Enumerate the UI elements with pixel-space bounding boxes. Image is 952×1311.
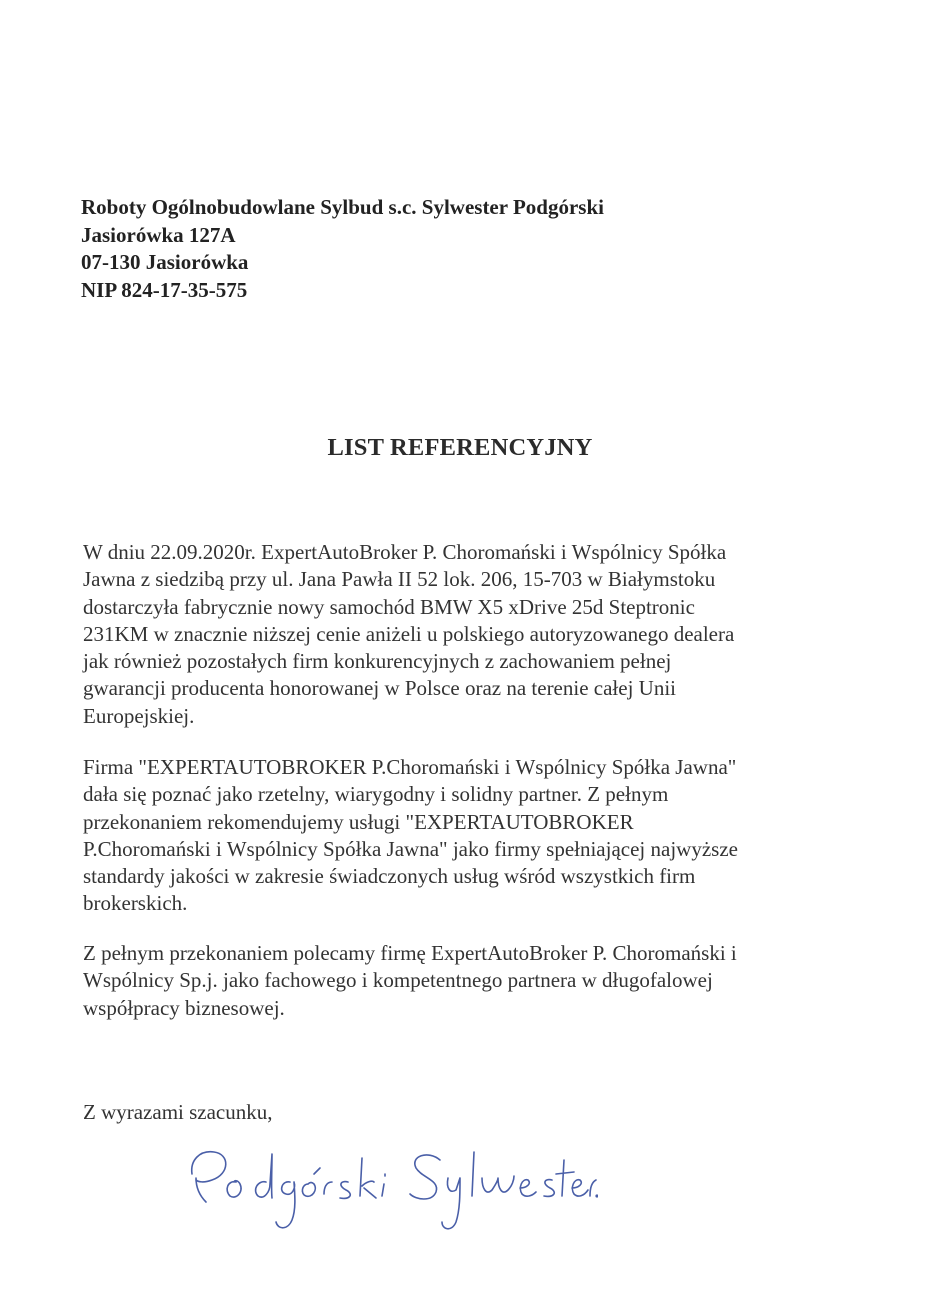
paragraph-line: Jawna z siedzibą przy ul. Jana Pawła II 52 lok. 206, 15-703 w Białymstoku xyxy=(83,567,716,592)
paragraph-line: dała się poznać jako rzetelny, wiarygodny i solidny partner. Z pełnym xyxy=(83,782,669,807)
paragraph-line: Z pełnym przekonaniem polecamy firmę ExpertAutoBroker P. Choromański i xyxy=(83,941,737,965)
sender-nip: NIP 824-17-35-575 xyxy=(81,277,248,302)
sender-street: Jasiorówka 127A xyxy=(81,222,236,247)
paragraph-delivery xyxy=(83,539,734,730)
paragraph-recommendation xyxy=(83,754,738,918)
paragraph-line: P.Choromański i Wspólnicy Spółka Jawna" jako firmy spełniającej najwyższe xyxy=(83,836,738,861)
closing-salutation: Z wyrazami szacunku, xyxy=(83,1100,273,1124)
sender-postal-city: 07-130 Jasiorówka xyxy=(81,250,249,274)
paragraph-line: gwarancji producenta honorowanej w Polsce oraz na terenie całej Unii xyxy=(83,676,677,701)
sender-company-name: Roboty Ogólnobudowlane Sylbud s.c. Sylwester Podgórski xyxy=(81,195,604,219)
sender-address-block xyxy=(81,194,604,304)
handwritten-signature xyxy=(178,1130,598,1250)
paragraph-line: Europejskiej. xyxy=(83,703,195,728)
paragraph-line: dostarczyła fabrycznie nowy samochód BMW X5 xDrive 25d Steptronic xyxy=(83,594,695,619)
paragraph-line: współpracy biznesowej. xyxy=(83,995,285,1020)
paragraph-line: jak również pozostałych firm konkurencyjnych z zachowaniem pełnej xyxy=(83,649,672,674)
paragraph-line: Firma "EXPERTAUTOBROKER P.Choromański i Wspólnicy Spółka Jawna" xyxy=(83,755,737,779)
paragraph-line: standardy jakości w zakresie świadczonych usług wśród wszystkich firm xyxy=(83,864,696,889)
paragraph-line: brokerskich. xyxy=(83,891,188,916)
letter-title: LIST REFERENCYJNY xyxy=(327,434,593,461)
paragraph-line: W dniu 22.09.2020r. ExpertAutoBroker P. Choromański i Wspólnicy Spółka xyxy=(83,540,727,564)
paragraph-line: 231KM w znacznie niższej cenie aniżeli u polskiego autoryzowanego dealera xyxy=(83,621,735,646)
paragraph-line: przekonaniem rekomendujemy usługi "EXPERTAUTOBROKER xyxy=(83,809,634,834)
signature-graphic xyxy=(178,1130,598,1250)
paragraph-line: Wspólnicy Sp.j. jako fachowego i kompetentnego partnera w długofalowej xyxy=(83,968,713,993)
paragraph-endorsement xyxy=(83,940,737,1022)
